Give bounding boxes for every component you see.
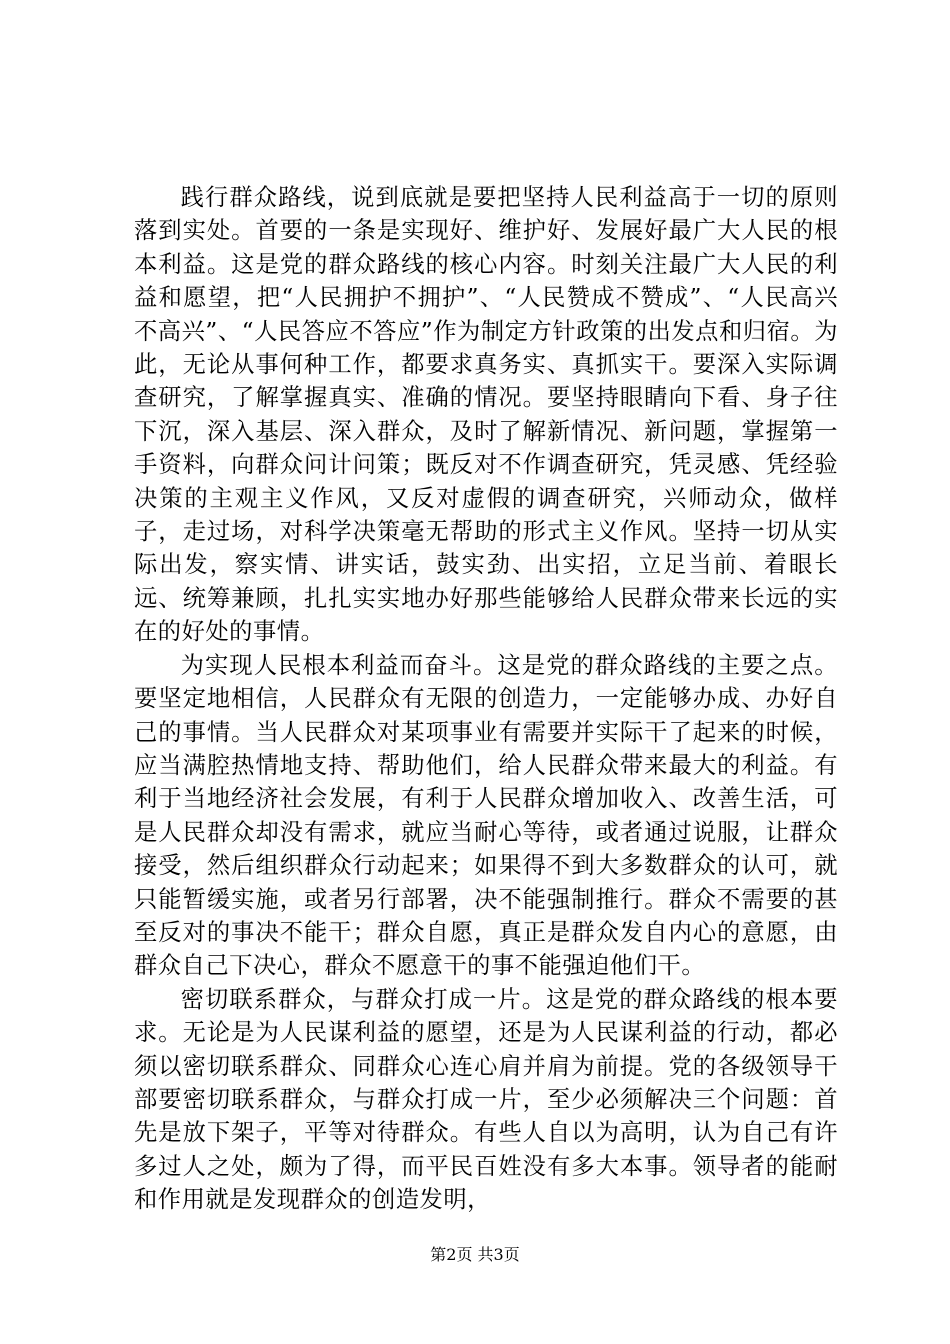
paragraph-2: 为实现人民根本利益而奋斗。这是党的群众路线的主要之点。要坚定地相信，人民群众有无限的创造力，一定能够办成、办好自己的事情。当人民群众对某项事业有需要并实际干了起来的时候，应当满腔热情地支持、帮助他们，给人民群众带来最大的利益。有利于当地经济社会发展，有利于人民群众增加收入、改善生活，可是人民群众却没有需求，就应当耐心等待，或者通过说服，让群众接受，然后组织群众行动起来；如果得不到大多数群众的认可，就只能暂缓实施，或者另行部署，决不能强制推行。群众不需要的甚至反对的事决不能干；群众自愿，真正是群众发自内心的意愿，由群众自己下决心，群众不愿意干的事不能强迫他们干。: [134, 651, 838, 980]
paragraph-1: 践行群众路线，说到底就是要把坚持人民利益高于一切的原则落到实处。首要的一条是实现好、维护好、发展好最广大人民的根本利益。这是党的群众路线的核心内容。时刻关注最广大人民的利益和愿望，把“人民拥护不拥护”、“人民赞成不赞成”、“人民高兴不高兴”、“人民答应不答应”作为制定方针政策的出发点和归宿。为此，无论从事何种工作，都要求真务实、真抓实干。要深入实际调查研究，了解掌握真实、准确的情况。要坚持眼睛向下看、身子往下沉，深入基层、深入群众，及时了解新情况、新问题，掌握第一手资料，向群众问计问策；既反对不作调查研究，凭灵感、凭经验决策的主观主义作风，又反对虚假的调查研究，兴师动众，做样子，走过场，对科学决策毫无帮助的形式主义作风。坚持一切从实际出发，察实情、讲实话，鼓实劲、出实招，立足当前、着眼长远、统筹兼顾，扎扎实实地办好那些能够给人民群众带来长远的实在的好处的事情。: [134, 184, 838, 646]
body-text: [134, 181, 838, 1217]
page-number-footer: 第2页 共3页: [430, 1245, 520, 1264]
paragraph-3: 密切联系群众，与群众打成一片。这是党的群众路线的根本要求。无论是为人民谋利益的愿望，还是为人民谋利益的行动，都必须以密切联系群众、同群众心连心肩并肩为前提。党的各级领导干部要密切联系群众，与群众打成一片，至少必须解决三个问题：首先是放下架子，平等对待群众。有些人自以为高明，认为自己有许多过人之处，颇为了得，而平民百姓没有多大本事。领导者的能耐和作用就是发现群众的创造发明，: [134, 985, 838, 1214]
